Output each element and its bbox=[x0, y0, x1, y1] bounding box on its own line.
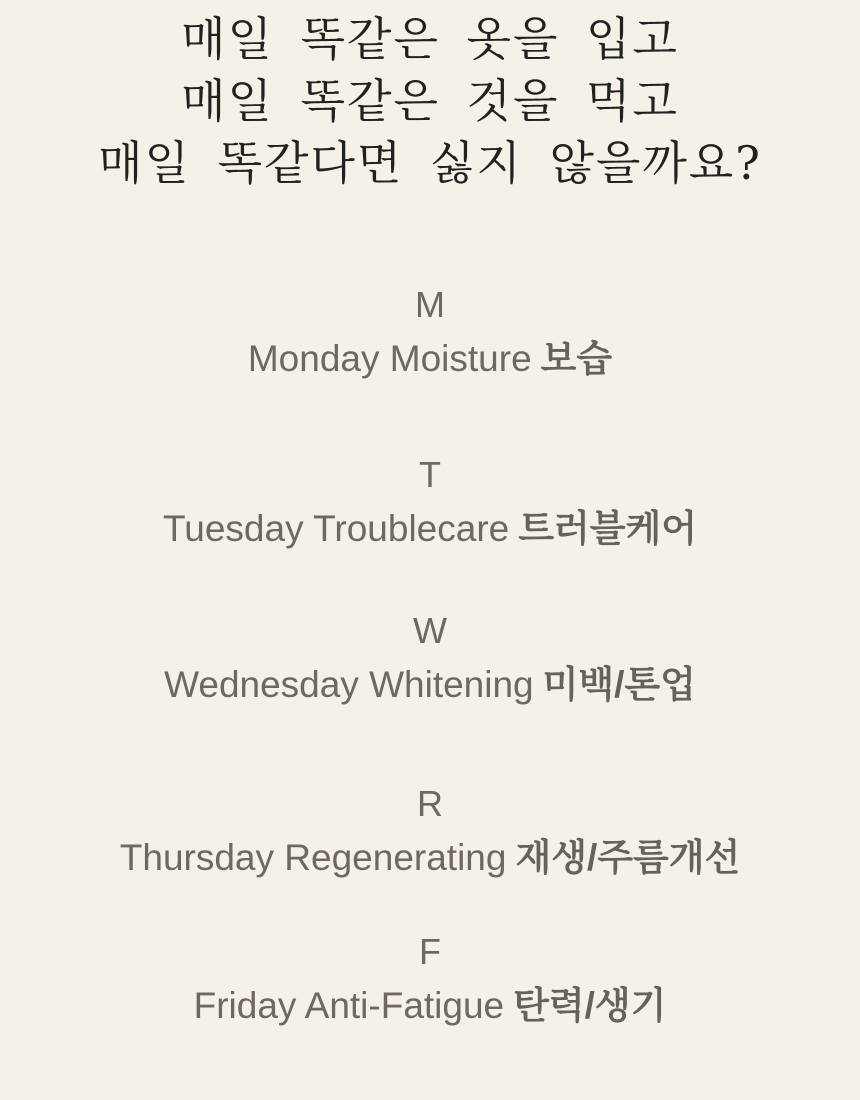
intro-heading bbox=[0, 0, 860, 194]
day-initial: M bbox=[415, 284, 445, 325]
heading-line-1: 매일 똑같은 옷을 입고 bbox=[181, 12, 679, 66]
day-title-english: Thursday Regenerating bbox=[119, 837, 507, 878]
day-title-english: Wednesday Whitening bbox=[164, 664, 534, 705]
day-title-english: Friday Anti-Fatigue bbox=[193, 985, 505, 1026]
day-initial: T bbox=[419, 454, 441, 495]
heading-line-2: 매일 똑같은 것을 먹고 bbox=[181, 74, 679, 128]
day-title bbox=[0, 986, 860, 1026]
day-title bbox=[0, 838, 860, 878]
day-initial: W bbox=[413, 610, 447, 651]
schedule-item-wednesday bbox=[0, 610, 860, 705]
schedule-item-tuesday bbox=[0, 454, 860, 549]
day-title-korean: 미백/톤업 bbox=[542, 664, 696, 705]
day-title-korean: 트러블케어 bbox=[518, 508, 697, 549]
day-title bbox=[0, 665, 860, 705]
day-title bbox=[0, 339, 860, 379]
heading-line-3: 매일 똑같다면 싫지 않을까요? bbox=[98, 136, 762, 190]
day-initial: F bbox=[419, 931, 441, 972]
day-title-korean: 보습 bbox=[540, 338, 613, 379]
schedule-item-monday bbox=[0, 284, 860, 379]
day-title-korean: 탄력/생기 bbox=[513, 985, 667, 1026]
schedule-item-friday bbox=[0, 931, 860, 1026]
schedule-item-thursday bbox=[0, 783, 860, 878]
day-title bbox=[0, 509, 860, 549]
day-initial: R bbox=[417, 783, 443, 824]
day-title-english: Monday Moisture bbox=[247, 338, 532, 379]
day-title-korean: 재생/주름개선 bbox=[515, 837, 741, 878]
day-title-english: Tuesday Troublecare bbox=[163, 508, 510, 549]
